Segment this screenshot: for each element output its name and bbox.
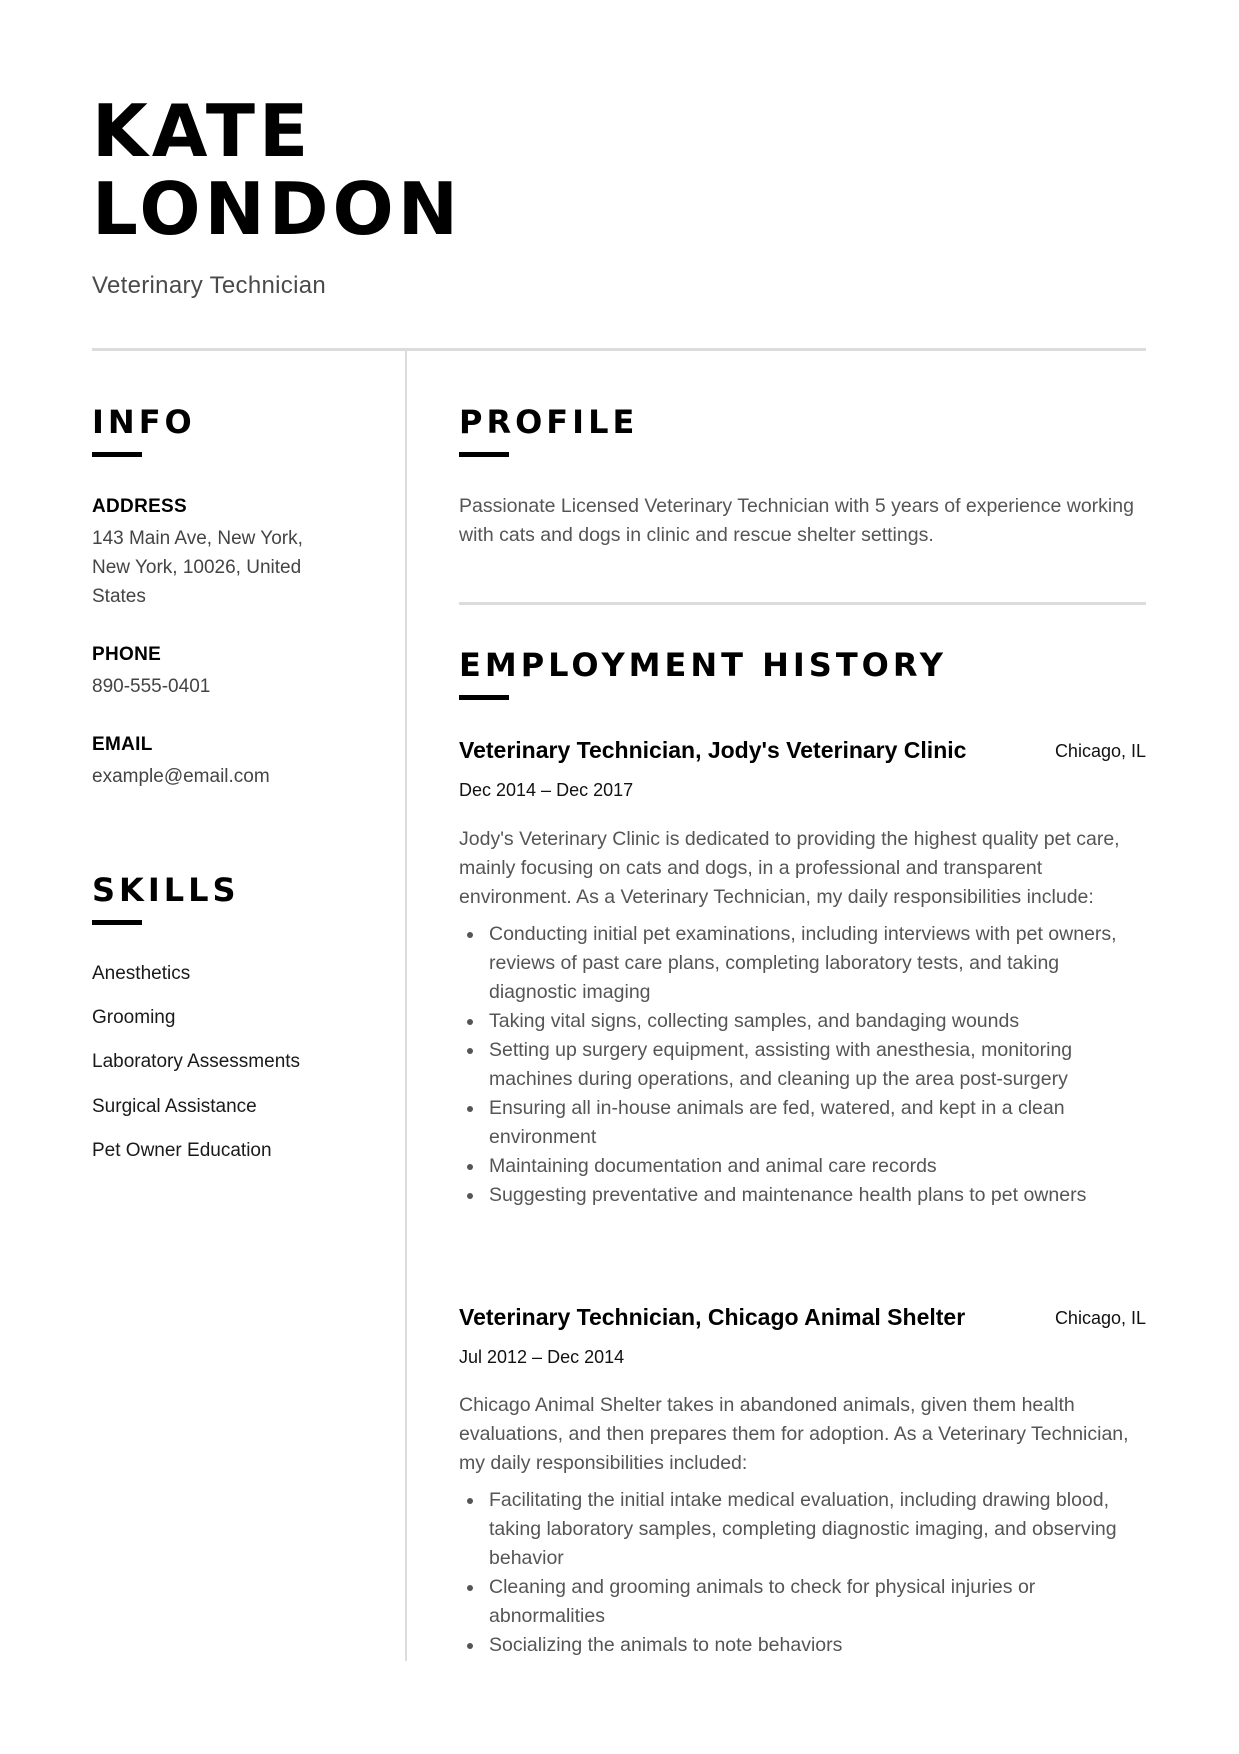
list-item: Ensuring all in-house animals are fed, watered, and kept in a clean environment [459,1094,1146,1152]
profile-heading-underline [459,452,509,457]
column-divider [405,351,407,1661]
phone-block [92,644,392,701]
profile-summary [459,492,1146,550]
job-description: Chicago Animal Shelter takes in abandoned animals, given them health evaluations, and then prepares them for adoption. As a Veterinary Technician, my daily responsibilities included: [459,1394,1129,1474]
job-title-company: Veterinary Technician, Jody's Veterinary Clinic [459,737,967,763]
profile-text: Passionate Licensed Veterinary Technician with 5 years of experience working with cats and dogs in clinic and rescue shelter settings. [459,495,1134,546]
list-item: Conducting initial pet examinations, including interviews with pet owners, reviews of past care plans, completing laboratory tests, and taking diagnostic imaging [459,920,1146,1007]
job-description: Jody's Veterinary Clinic is dedicated to providing the highest quality pet care, mainly focusing on cats and dogs, in a professional and transparent environment. As a Veterinary Technician, my daily responsibilities include: [459,828,1120,908]
responsibility-list [459,1486,1146,1660]
list-item: Facilitating the initial intake medical evaluation, including drawing blood, taking laboratory samples, completing diagnostic imaging, and observing behavior [459,1486,1146,1573]
skill-item: Laboratory Assessments [92,1051,301,1072]
job-location: Chicago, IL [1054,1308,1146,1328]
profile-divider [459,602,1146,605]
job-title: Veterinary Technician [92,272,326,299]
job-dates: Jul 2012 – Dec 2014 [459,1347,625,1367]
responsibility-list [459,920,1146,1210]
job-body [459,1391,1146,1660]
list-item: Maintaining documentation and animal care records [459,1152,1146,1181]
skills-heading-underline [92,920,142,925]
skill-item: Surgical Assistance [92,1096,257,1117]
address-block [92,496,392,611]
list-item: Setting up surgery equipment, assisting with anesthesia, monitoring machines during operations, and cleaning up the area post-surgery [459,1036,1146,1094]
skill-item: Pet Owner Education [92,1140,272,1161]
employment-heading-underline [459,695,509,700]
email-label: EMAIL [92,734,153,755]
job-title-company: Veterinary Technician, Chicago Animal Shelter [459,1304,966,1330]
last-name: LONDON [92,167,463,251]
job-dates: Dec 2014 – Dec 2017 [459,780,634,800]
info-heading-underline [92,452,142,457]
address-label: ADDRESS [92,496,188,517]
job-location: Chicago, IL [1054,741,1146,761]
skills-heading: SKILLS [92,871,240,909]
list-item: Cleaning and grooming animals to check for physical injuries or abnormalities [459,1573,1146,1631]
email-value: example@email.com [92,766,270,787]
info-heading: INFO [92,403,196,441]
profile-heading: PROFILE [459,403,639,441]
list-item: Suggesting preventative and maintenance health plans to pet owners [459,1181,1146,1210]
job-body [459,825,1146,1210]
list-item: Socializing the animals to note behaviors [459,1631,1146,1660]
phone-value: 890-555-0401 [92,676,211,697]
phone-label: PHONE [92,644,162,665]
first-name: KATE [92,89,313,173]
skill-item: Anesthetics [92,963,191,984]
job-header [459,737,1146,769]
skill-item: Grooming [92,1007,176,1028]
header-divider [92,348,1146,351]
email-block [92,734,392,791]
address-value: 143 Main Ave, New York, New York, 10026, United States [92,528,303,607]
list-item: Taking vital signs, collecting samples, and bandaging wounds [459,1007,1146,1036]
job-header [459,1304,1146,1336]
employment-heading: EMPLOYMENT HISTORY [459,646,947,684]
candidate-name [92,89,463,251]
